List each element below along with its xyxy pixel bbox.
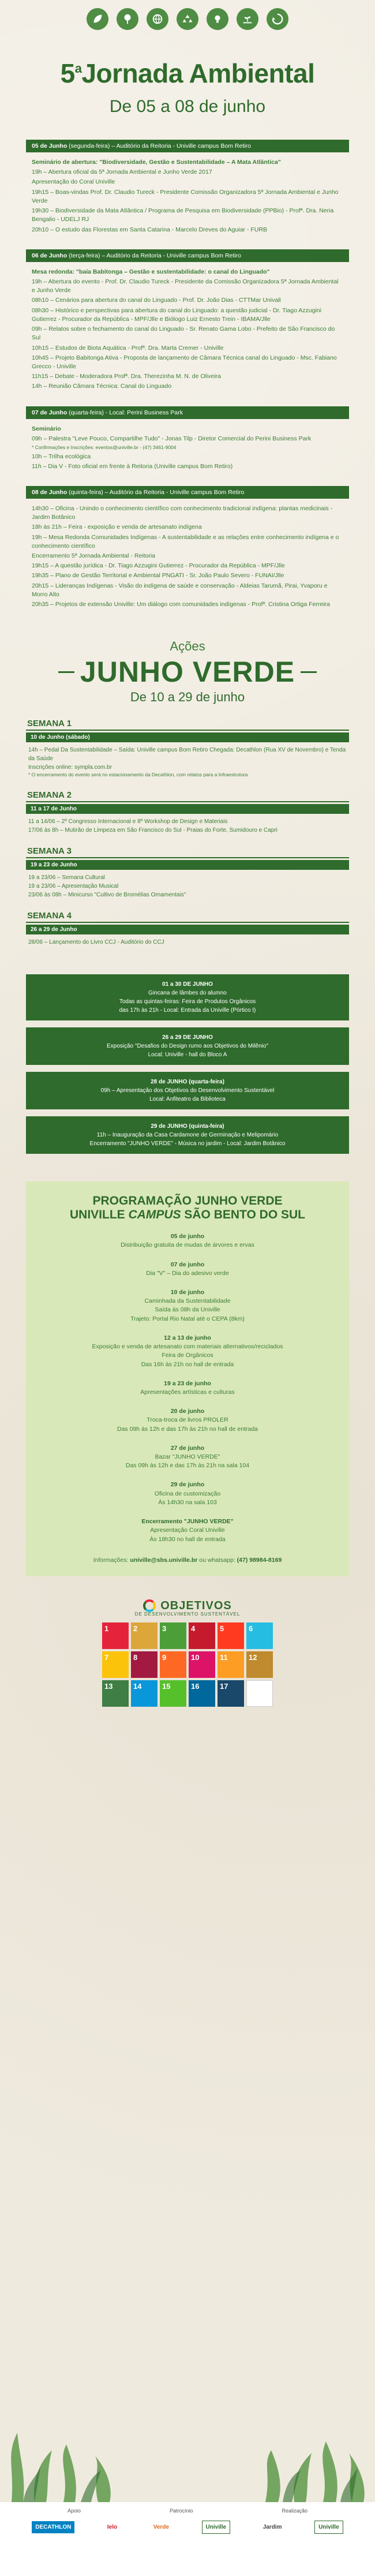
program-item-date: 07 de junho <box>170 1261 205 1268</box>
hand-plant-icon <box>237 8 258 30</box>
info-mid: ou whatsapp: <box>197 1556 237 1564</box>
ods-goal-tile: 8 <box>131 1651 158 1678</box>
ods-goal-tile: 14 <box>131 1680 158 1707</box>
program-item-line: Apresentações artísticas e culturas <box>140 1388 235 1396</box>
spacer <box>0 1065 375 1072</box>
box-line: Gincana de lâmbes do alumno <box>148 989 227 996</box>
week-block <box>26 845 349 903</box>
week-title: SEMANA 4 <box>26 910 349 923</box>
program-item-line: Bazar "JUNHO VERDE" <box>155 1453 220 1461</box>
info-email[interactable]: univille@sbs.univille.br <box>130 1556 198 1564</box>
day-body <box>26 499 349 617</box>
spacer <box>0 838 375 845</box>
program-title-line1: PROGRAMAÇÃO JUNHO VERDE <box>92 1194 283 1207</box>
program-item-line: Apresentação Coral Univille <box>150 1527 225 1534</box>
program-title <box>38 1194 337 1222</box>
spacer <box>0 903 375 910</box>
day-block <box>26 486 349 617</box>
program-item-line: Oficina de customização <box>154 1490 221 1497</box>
ods-goal-tile: 17 <box>217 1680 244 1707</box>
program-title-line2 <box>38 1208 337 1222</box>
ods-goal-tile: 12 <box>246 1651 273 1678</box>
junho-verde-title: JUNHO VERDE <box>80 656 295 689</box>
sponsor-logo: DECATHLON <box>32 2521 74 2533</box>
schedule-item: 19h35 – Plano de Gestão Territorial e Ambiental PNGATI - Sr. João Paulo Severo - FUNAI/Jlle <box>32 572 284 579</box>
acoes-dates: De 10 a 29 de junho <box>130 690 245 705</box>
program-item <box>38 1288 337 1323</box>
day-location: (terça-feira) – Auditório da Reitoria - Univille campus Bom Retiro <box>67 252 241 259</box>
green-info-box <box>26 1116 349 1154</box>
day-location: (quarta-feira) - Local: Perini Business Park <box>67 409 183 416</box>
program-item-date: 05 de junho <box>170 1233 205 1240</box>
spacer <box>0 1154 375 1161</box>
footer-label: Realização <box>282 2508 308 2514</box>
title-number: 5 <box>60 58 75 88</box>
program-item <box>38 1334 337 1369</box>
program-item <box>38 1407 337 1434</box>
ods-goal-tile: 13 <box>102 1680 129 1707</box>
ods-logo-icon <box>143 1599 156 1612</box>
day-block <box>26 406 349 479</box>
ods-goal-tile: 5 <box>217 1622 244 1649</box>
acoes-header <box>0 639 375 705</box>
day-date: 05 de Junho <box>32 143 68 149</box>
ods-goal-tile: 7 <box>102 1651 129 1678</box>
info-phone[interactable]: (47) 98984-8169 <box>237 1556 282 1564</box>
schedule-item: 09h – Relatos sobre o fechamento do canal do Linguado - Sr. Renato Gama Lobo - Prefeito de São Francisco do Sul <box>32 326 335 342</box>
program-item-line: Das 16h às 21h no hall de entrada <box>141 1360 234 1368</box>
schedule-item: 19 a 23/06 – Apresentação Musical <box>28 883 119 889</box>
week-body <box>26 814 349 838</box>
program-title-b: CAMPUS <box>128 1207 181 1221</box>
day-date: 07 de Junho <box>32 409 68 416</box>
program-item-date: Encerramento "JUNHO VERDE" <box>141 1518 234 1526</box>
schedule-item: 28/06 – Lançamento do Livro CCJ - Auditório do CCJ <box>28 939 164 945</box>
program-item <box>38 1261 337 1278</box>
day-bar <box>26 249 349 262</box>
spacer <box>0 950 375 957</box>
weeks-section <box>0 717 375 956</box>
green-info-box <box>26 1027 349 1065</box>
days-section <box>0 140 375 624</box>
week-date-bar: 26 a 29 de Junho <box>26 925 349 934</box>
schedule-item: 19 a 23/06 – Semana Cultural <box>28 874 105 881</box>
schedule-item: 20h10 – O estudo das Florestas em Santa Catarina - Marcelo Dreves do Aguiar - FURB <box>32 226 267 233</box>
sponsor-logo: Ielo <box>107 2524 118 2530</box>
bulb-icon <box>207 8 228 30</box>
schedule-item: Seminário de abertura: "Biodiversidade, Gestão e Sustentabilidade – A Mata Atlântica" <box>32 159 281 166</box>
ods-title <box>26 1599 349 1613</box>
spacer <box>0 617 375 624</box>
title-main: Jornada Ambiental <box>81 58 315 88</box>
ods-goal-tile: 6 <box>246 1622 273 1649</box>
ods-goal-tile: 15 <box>160 1680 186 1707</box>
week-block <box>26 910 349 950</box>
spacer <box>0 1109 375 1116</box>
acoes-label: Ações <box>170 639 205 654</box>
title-sup: a <box>74 61 82 76</box>
day-block <box>26 249 349 399</box>
green-boxes-section <box>0 974 375 1161</box>
ods-title-text: OBJETIVOS <box>160 1599 232 1612</box>
box-line: 28 de JUNHO (quarta-feira) <box>151 1078 224 1085</box>
ods-section <box>26 1599 349 1707</box>
ods-subtitle: DE DESENVOLVIMENTO SUSTENTÁVEL <box>134 1611 241 1617</box>
schedule-item: * O encerramento do evento será no estacionamento da Decathlon, com relatos para a Infraestrutura <box>28 772 248 778</box>
recycle-icon <box>177 8 198 30</box>
day-bar <box>26 140 349 152</box>
schedule-item: 11h15 – Debate - Moderadora Profª. Dra. Therezinha M. N. de Oliveira <box>32 373 221 380</box>
program-item-date: 29 de junho <box>170 1481 205 1489</box>
footer-labels <box>0 2502 375 2514</box>
day-date: 08 de Junho <box>32 488 68 496</box>
box-line: 11h – Inauguração da Casa Cardamone de Germinação e Melipomário <box>96 1131 279 1138</box>
program-item-line: Das 09h às 12h e das 17h às 21h na sala 104 <box>125 1462 250 1470</box>
schedule-item: 14h – Pedal Da Sustentabilidade – Saída: Univille campus Bom Retiro Chegada: Decathlon (Rua XV de Novembro) e Tenda da Saúde <box>28 747 346 762</box>
week-title: SEMANA 2 <box>26 789 349 802</box>
program-item-line: Exposição e venda de artesanato com materiais alternativos/reciclados <box>92 1343 283 1351</box>
program-item-line: Feira de Orgânicos <box>162 1352 213 1359</box>
divider <box>58 671 74 673</box>
page-dates: De 05 a 08 de junho <box>109 97 266 116</box>
day-location: (segunda-feira) – Auditório da Reitoria - Univille campus Bom Retiro <box>67 143 251 149</box>
program-item <box>38 1379 337 1397</box>
ods-goal-tile: 3 <box>160 1622 186 1649</box>
ods-goal-tile <box>246 1680 273 1707</box>
header-icons <box>0 0 375 30</box>
box-line: Todas as quintas-feiras: Feira de Produtos Orgânicos <box>119 998 256 1005</box>
schedule-item: 20h35 – Projetos de extensão Univille: Um diálogo com comunidades indígenas - Profª. Cristina Ortiga Ferreira <box>32 601 330 608</box>
schedule-item: * Confirmações e Inscrições: eventos@univille.br - (47) 3461-9004 <box>32 444 177 451</box>
schedule-item: 10h – Trilha ecológica <box>32 453 91 460</box>
program-item-line: Distribuição gratuita de mudas de árvores e ervas <box>121 1242 254 1249</box>
leaf-icon <box>87 8 108 30</box>
schedule-item: 08h10 – Cenários para abertura do canal do Linguado - Prof. Dr. João Dias - CTTMar Univali <box>32 297 281 304</box>
program-item-line: Dia "V" – Dia do adesivo verde <box>146 1269 229 1277</box>
schedule-item: Encerramento 5ª Jornada Ambiental - Reitoria <box>32 552 155 560</box>
program-item-date: 10 de junho <box>170 1288 205 1296</box>
spacer <box>0 479 375 486</box>
schedule-item: 23/06 às 08h – Minicurso "Cultivo de Bromélias Ornamentais" <box>28 891 186 898</box>
info-label: Informações: <box>93 1556 130 1564</box>
ods-goal-tile: 9 <box>160 1651 186 1678</box>
spacer <box>0 399 375 406</box>
program-item-date: 20 de junho <box>170 1408 205 1415</box>
week-title: SEMANA 1 <box>26 717 349 731</box>
schedule-item: 11 a 14/06 – 2º Congresso Internacional e 8º Workshop de Design e Materiais <box>28 818 228 825</box>
footer <box>0 2502 375 2576</box>
week-body <box>26 742 349 782</box>
program-item-line: Trajeto: Portal Rio Natal até o CEPA (8km) <box>130 1315 245 1322</box>
sponsor-logo: Jardim <box>262 2524 282 2530</box>
program-item-date: 27 de junho <box>170 1444 205 1452</box>
box-line: 09h – Apresentação dos Objetivos do Desenvolvimento Sustentável <box>100 1087 275 1094</box>
sponsor-logo: Univille <box>314 2521 343 2534</box>
schedule-item: 17/06 às 8h – Mutirão de Limpeza em São Francisco do Sul - Praias do Forte, Sumidouro e Capri <box>28 827 278 833</box>
schedule-item: 10h15 – Estudos de Biota Aquática - Profª. Dra. Marta Cremer - Univille <box>32 344 224 352</box>
program-item <box>38 1517 337 1544</box>
program-item <box>38 1480 337 1507</box>
box-line: 26 a 29 DE JUNHO <box>162 1034 213 1041</box>
program-item-line: Caminhada da Sustentabilidade <box>144 1298 231 1305</box>
sponsor-logo: Verde <box>153 2524 169 2530</box>
schedule-item: 19h – Abertura oficial da 5ª Jornada Ambiental e Junho Verde 2017 <box>32 169 212 176</box>
schedule-item: Apresentação do Coral Univille <box>32 178 115 186</box>
schedule-item: Seminário <box>32 425 61 432</box>
schedule-item: 19h15 – Boas-vindas Prof. Dr. Claudio Tureck - Presidente Comissão Organizadora 5ª Jornada Ambiental e Junho Verde <box>32 188 339 204</box>
ods-goal-tile: 2 <box>131 1622 158 1649</box>
program-item <box>38 1444 337 1471</box>
schedule-item: 11h – Dia V - Foto oficial em frente à Reitoria (Univille campus Bom Retiro) <box>32 462 233 470</box>
footer-label: Patrocínio <box>169 2508 193 2514</box>
schedule-item: 14h30 – Oficina - Unindo o conhecimento científico com conhecimento tradicional indígena: plantas medicinais - Jardim Botânico <box>32 504 333 521</box>
footer-logos <box>0 2514 375 2534</box>
schedule-item: 18h às 21h – Feira - exposição e venda de artesanato indígena <box>32 524 202 531</box>
program-info <box>38 1557 337 1564</box>
ods-goal-tile: 10 <box>189 1651 215 1678</box>
ods-goal-tile: 4 <box>189 1622 215 1649</box>
schedule-item: 09h – Palestra "Leve Pouco, Compartilhe Tudo" - Jonas Tilp - Diretor Comercial do Perini Business Park <box>32 435 312 442</box>
tree-icon <box>117 8 138 30</box>
program-box <box>26 1182 349 1576</box>
sponsor-logo: Univille <box>202 2521 231 2534</box>
divider <box>301 671 317 673</box>
program-item-line: Às 14h30 na sala 103 <box>158 1498 217 1506</box>
green-info-box <box>26 1072 349 1109</box>
week-date-bar: 11 a 17 de Junho <box>26 804 349 814</box>
ods-grid <box>26 1622 349 1707</box>
program-item-line: Troca-troca de livros PROLER <box>147 1416 228 1424</box>
green-info-box <box>26 974 349 1020</box>
plants-decoration <box>0 2410 375 2502</box>
spacer <box>0 1020 375 1027</box>
schedule-item: 19h30 – Biodiversidade da Mata Atlântica / Programa de Pesquisa em Biodiversidade (PPBio) - Profª. Dra. Neria Bengalio - UDELJ RJ <box>32 207 334 223</box>
schedule-item: 19h15 – A questão jurídica - Dr. Tiago Azzugini Gutierrez - Procurador da República - MPF/Jlle <box>32 562 285 570</box>
program-title-c: SÃO BENTO DO SUL <box>181 1207 305 1221</box>
week-block <box>26 717 349 782</box>
day-body <box>26 419 349 479</box>
program-item-line: Das 09h às 12h e das 17h às 21h no hall de entrada <box>117 1425 258 1433</box>
footer-label: Apoio <box>67 2508 81 2514</box>
box-line: Encerramento "JUNHO VERDE" - Música no jardim - Local: Jardim Botânico <box>89 1140 286 1147</box>
box-line: Exposição "Desafios do Design rumo aos Objetivos do Milênio" <box>106 1042 268 1049</box>
box-line: 01 a 30 DE JUNHO <box>162 981 213 988</box>
schedule-item: 19h – Mesa Redonda Comunidades Indígenas - A sustentabilidade e as relações entre conhecimento indígena e o conhecimento científico <box>32 533 339 549</box>
schedule-item: 08h30 – Histórico e perspectivas para abertura do canal do Linguado: a questão judicial - Dr. Tiago Azzugini Gutierrez - Procurador da República - MPF/Jlle e Biólogo Luiz Ernesto Trein - IBAMA/Jlle <box>32 306 321 323</box>
day-body <box>26 262 349 399</box>
ods-goal-tile: 11 <box>217 1651 244 1678</box>
schedule-item: 14h – Reunião Câmara Técnica: Canal do Linguado <box>32 383 172 390</box>
day-block <box>26 140 349 242</box>
program-item-line: Às 18h30 no hall de entrada <box>149 1535 226 1543</box>
week-body <box>26 934 349 950</box>
program-item-line: Saída às 08h da Univille <box>155 1306 220 1314</box>
week-date-bar: 10 de Junho (sábado) <box>26 732 349 742</box>
schedule-item: 19h – Abertura do evento - Prof. Dr. Claudio Tureck - Presidente da Comissão Organizadora 5ª Jornada Ambiental e Junho Verde <box>32 278 339 294</box>
program-item <box>38 1232 337 1250</box>
week-title: SEMANA 3 <box>26 845 349 858</box>
box-line: das 17h às 21h - Local: Entrada da Univille (Pórtico I) <box>119 1007 256 1014</box>
week-date-bar: 19 a 23 de Junho <box>26 860 349 870</box>
box-line: Local: Anfiteatro da Biblioteca <box>149 1096 226 1102</box>
day-bar <box>26 406 349 419</box>
ods-goal-tile: 1 <box>102 1622 129 1649</box>
week-block <box>26 789 349 838</box>
day-body <box>26 152 349 242</box>
schedule-item: 10h45 – Projeto Babitonga Ativa - Proposta de lançamento de Câmara Técnica canal do Linguado - Msc. Fabiano Grecco - Univille <box>32 354 337 370</box>
schedule-item: 20h15 – Lideranças Indígenas - Visão do indígena de saúde e conservação - Aldeias Tarumã, Pirai, Yvaporu e Morro Alto <box>32 582 328 598</box>
day-date: 06 de Junho <box>32 252 68 259</box>
globe-icon <box>147 8 168 30</box>
schedule-item: Mesa redonda: "baía Babitonga – Gestão e sustentabilidade: o canal do Linguado" <box>32 268 270 275</box>
ods-goal-tile: 16 <box>189 1680 215 1707</box>
spacer <box>0 782 375 789</box>
schedule-item: Inscrições online: sympla.com.br <box>28 764 112 771</box>
day-bar <box>26 486 349 499</box>
page-title <box>0 58 375 89</box>
week-body <box>26 870 349 903</box>
spacer <box>0 242 375 249</box>
box-line: 29 de JUNHO (quinta-feira) <box>151 1123 224 1130</box>
program-item-date: 12 a 13 de junho <box>164 1334 211 1341</box>
box-line: Local: Univille - hall do Bloco A <box>148 1051 227 1058</box>
program-items <box>38 1232 337 1544</box>
recycle-icon <box>267 8 288 30</box>
day-location: (quinta-feira) – Auditório da Reitoria - Univille campus Bom Retiro <box>67 488 245 496</box>
program-item-date: 19 a 23 de junho <box>164 1379 211 1387</box>
program-title-a: UNIVILLE <box>70 1207 129 1221</box>
junho-title-wrap <box>0 655 375 689</box>
